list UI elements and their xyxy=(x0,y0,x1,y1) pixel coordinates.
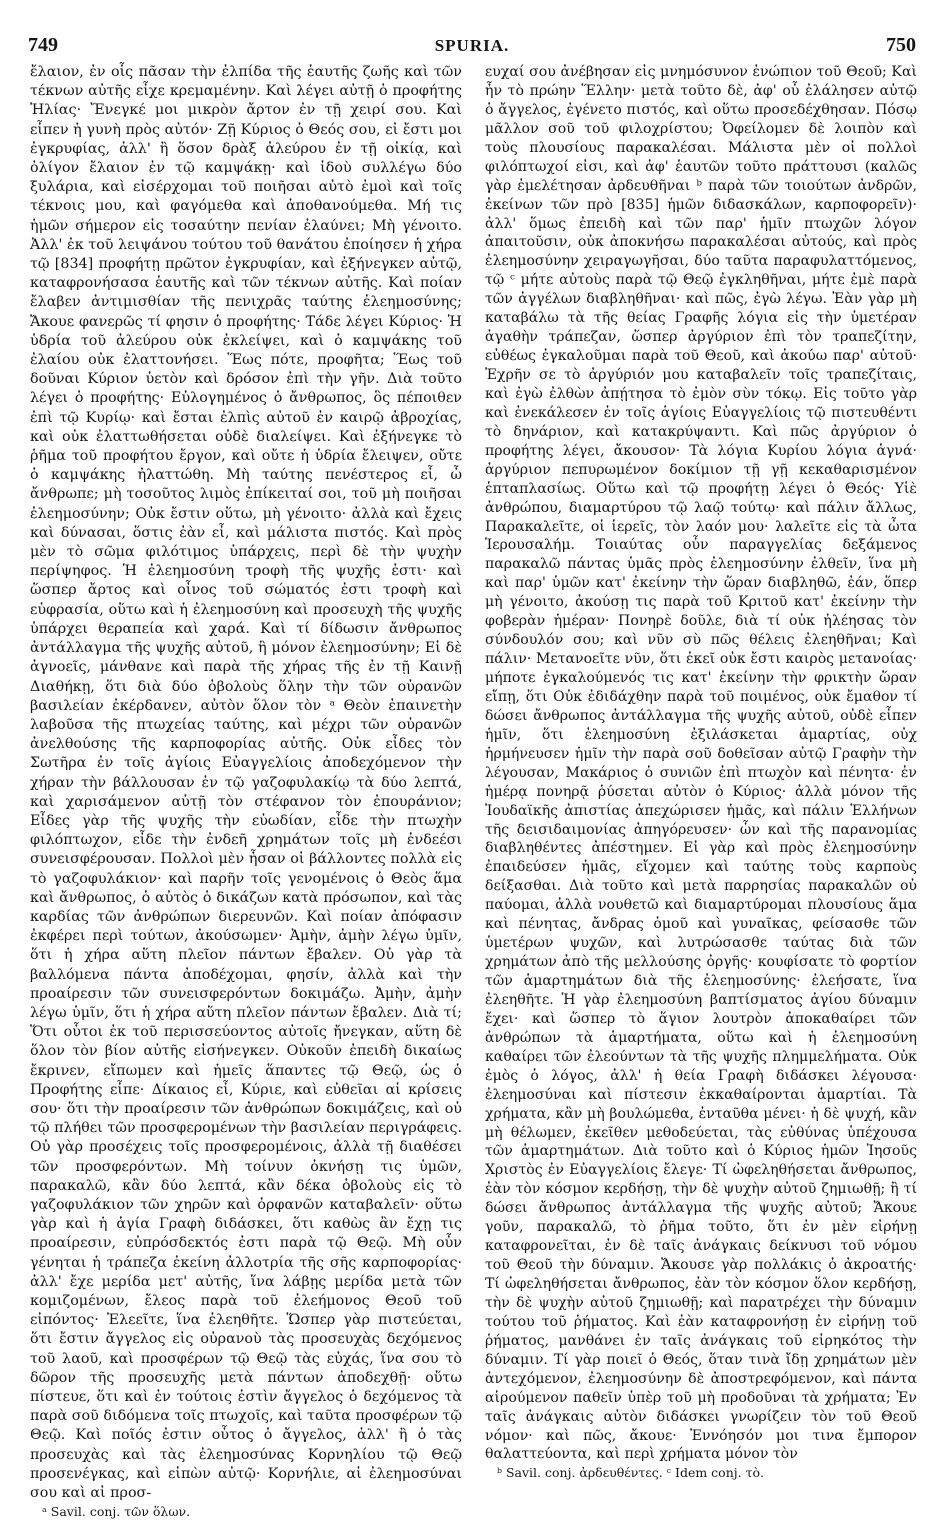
page-header xyxy=(28,34,916,62)
page-number-right: 750 xyxy=(886,34,916,56)
left-column xyxy=(30,63,462,1520)
right-column-text: ευχαί σου ἀνέβησαν εἰς μνημόσυνον ἐνώπιον τοῦ Θεοῦ; Καὶ ἦν τὸ πρώην Ἕλλην· μετὰ τοῦτο δὲ, ἀφ' οὗ ἐλάλησεν αὐτῷ ὁ ἄγγελος, ἐγένετο πιστός, καὶ οὕτω προσεδέχθησαν. Πόσῳ μᾶλλον σοῦ τοῦ φιλοχρίστου; Ὀφείλομεν δὲ λοιπὸν καὶ τοὺς πλουσίους παρακαλέσαι. Μάλιστα μὲν οἱ πολλοὶ φιλόπτωχοί εἰσι, καὶ ἀφ' ἑαυτῶν τοῦτο πράττουσι (καλῶς γὰρ ἐμελέτησαν ἀρδευθῆναι ᵇ παρὰ τῶν τοιούτων ἀνδρῶν, ἐκείνων τῶν πρὸ [835] ἡμῶν διδασκάλων, καρποφορεῖν)· ἀλλ' ὅμως ἐπειδὴ καὶ τῶν παρ' ἡμῖν πτωχῶν λόγον ἀπαιτοῦσιν, οὐκ ἀποκνήσω παρακαλέσαι αὐτούς, καὶ πρὸς ἐλεημοσύνην χειραγωγῆσαι, δύο ταῦτα παραφυλαττόμενος, τῷ ᶜ μήτε αὐτοὺς παρὰ τῷ Θεῷ ἐγκληθῆναι, μήτε ἐμὲ παρὰ τῶν ἀγγέλων διαβληθῆναι· καὶ πῶς, ἐγὼ λέγω. Ἐὰν γὰρ μὴ καταβάλω τὰ τῆς θείας Γραφῆς λόγια εἰς τὴν ὑμετέραν ἀγαθὴν τράπεζαν, ὥσπερ ἀργύριον ἐπὶ τὸν τραπεζίτην, εὐθέως ἐγκαλοῦμαι παρὰ τοῦ Θεοῦ, καὶ ἀκούω παρ' αὐτοῦ· Ἐχρῆν σε τὸ ἀργύριόν μου καταβαλεῖν τοῖς τραπεζίταις, καὶ ἐγὼ ἐλθὼν ἀπῄτησα τὸ ἐμὸν σὺν τόκῳ. Εἰς τοῦτο γὰρ καὶ ἐνεκάλεσεν ἐν τοῖς ἁγίοις Εὐαγγελίοις τῷ πιστευθέντι τὸ δηνάριον, καὶ κατακρύψαντι. Καὶ πῶς ἀργύριον ὁ προφήτης λέγει, ἄκουσον· Τὰ λόγια Κυρίου λόγια ἁγνά· ἀργύριον πεπυρωμένον δοκίμιον τῇ γῇ κεκαθαρισμένον ἑπταπλασίως. Οὕτω καὶ τῷ προφήτῃ λέγει ὁ Θεός· Υἱὲ ἀνθρώπου, διαμαρτύρου τῷ λαῷ τούτῳ· καὶ πάλιν ἄλλως, Παρακαλεῖτε, οἱ ἱερεῖς, τὸν λαόν μου· λαλεῖτε εἰς τὰ ὦτα Ἱερουσαλήμ. Τοιαύτας οὖν παραγγελίας δεξάμενος παρακαλῶ πάντας ὑμᾶς πρὸς ἐλεημοσύνην ἐλθεῖν, ἵνα μὴ καὶ παρ' ὑμῶν κατ' ἐκείνην τὴν ὥραν διαβληθῶ, ἐάν, ὅπερ μὴ γένοιτο, ἀκούσῃ τις παρὰ τοῦ Κριτοῦ κατ' ἐκείνην τὴν φοβερὰν ἡμέραν· Πονηρὲ δοῦλε, διὰ τί οὐκ ἠλέησας τὸν σύνδουλόν σου; καὶ νῦν σὺ πῶς θέλεις ἐλεηθῆναι; Καὶ πάλιν· Μετανοεῖτε νῦν, ὅτι ἐκεῖ οὐκ ἔστι καιρὸς μετανοίας· μήποτε ἐγκαλούμενός τις κατ' ἐκείνην τὴν φρικτὴν ὥραν εἴπῃ, ὅτι Οὐκ ἐδιδάχθην παρὰ τοῦ ποιμένος, οὐκ ἔμαθον τί δώσει ἄνθρωπος ἀντάλλαγμα τῆς ψυχῆς αὐτοῦ, οὐδὲ εἶπεν ἡμῖν, ὅτι ἐλεημοσύνη ἐξιλάσκεται ἁμαρτίας, οὐχ ἡρμήνευσεν ἡμῖν τὴν παρὰ σοῦ δοθεῖσαν αὐτῷ Γραφὴν τὴν λέγουσαν, Μακάριος ὁ συνιῶν ἐπὶ πτωχὸν καὶ πένητα· ἐν ἡμέρᾳ πονηρᾷ ῥύσεται αὐτὸν ὁ Κύριος· ἀλλὰ μόνον τῆς Ἰουδαϊκῆς ἀπιστίας ἀπεχώρισεν ἡμᾶς, καὶ πάλιν Ἑλλήνων τῆς δεισιδαιμονίας ἀπηγόρευσεν· ὧν καὶ τῆς παρανομίας διαβληθέντες ἀπέστημεν. Εἰ γὰρ καὶ πρὸς ἐλεημοσύνην ἐπαιδεύσεν ἡμᾶς, εἴχομεν καὶ ταύτης τοὺς καρποὺς δείξασθαι. Διὰ τοῦτο καὶ μετὰ παρρησίας παρακαλῶν οὐ παύομαι, ἀλλὰ νουθετῶ καὶ διαμαρτύρομαι πλουσίους ἅμα καὶ πένητας, ἄνδρας ὁμοῦ καὶ γυναῖκας, φείσασθε τῶν ὑμετέρων ψυχῶν, καὶ λυτρώσασθε ταύτας διὰ τῶν χρημάτων ἀπὸ τῆς μελλούσης ὀργῆς· κουφίσατε τὸ φορτίον τῶν ἁμαρτημάτων διὰ τῆς ἐλεημοσύνης· ἐλεήσατε, ἵνα ἐλεηθῆτε. Ἡ γὰρ ἐλεημοσύνη βαπτίσματος ἁγίου δύναμιν ἔχει· καὶ ὥσπερ τὸ ἅγιον λουτρὸν ἀποκαθαίρει τῶν ἀνθρώπων τὰ ἁμαρτήματα, οὕτω καὶ ἡ ἐλεημοσύνη καθαίρει τῶν ἐλεούντων τὰ τῆς ψυχῆς πλημμελήματα. Οὐκ ἐμὸς ὁ λόγος, ἀλλ' ἡ θεία Γραφὴ διδάσκει λέγουσα· ἐλεημοσύναι καὶ πίστεσιν ἐκκαθαίρονται ἁμαρτίαι. Τὰ χρήματα, κἂν μὴ βουλώμεθα, ἐνταῦθα μένει· ἡ δὲ ψυχή, κἂν μὴ θέλωμεν, ἐκεῖθεν μεθοδεύεται, τὰς εὐθύνας ὑπέχουσα τῶν ἁμαρτημάτων. Διὰ τοῦτο καὶ ὁ Κύριος ἡμῶν Ἰησοῦς Χριστὸς ἐν Εὐαγγελίοις ἔλεγε· Τί ὠφεληθήσεται ἄνθρωπος, ἐὰν τὸν κόσμον κερδήσῃ, τὴν δὲ ψυχὴν αὐτοῦ ζημιωθῇ; ἢ τί δώσει ἄνθρωπος ἀντάλλαγμα τῆς ψυχῆς αὐτοῦ; Ἄκουε γοῦν, παρακαλῶ, τὸ ῥῆμα τοῦτο, ὅτι ἐν μὲν εἰρήνῃ καταφρονεῖται, ἐν δὲ ταῖς ἀνάγκαις δείκνυσι τοῦ νόμου τοῦ Θεοῦ τὴν δύναμιν. Ἄκουσε γὰρ πολλάκις ὁ ἀκροατής· Τί ὠφεληθήσεται ἄνθρωπος, ἐὰν τὸν κόσμον ὅλον κερδήσῃ, τὴν δὲ ψυχὴν αὐτοῦ ζημιωθῇ; καὶ παρατρέχει τὴν δύναμιν τούτου τοῦ ῥήματος. Καὶ ἐὰν καταφρονήσῃ ἐν εἰρήνῃ τοῦ ῥήματος, μανθάνει ἐν ταῖς ἀνάγκαις τοῦ εἰρηκότος τὴν δύναμιν. Τί γὰρ ποιεῖ ὁ Θεός, ὅταν τινὰ ἴδῃ χρημάτων μὲν ἀντεχόμενον, ἐλεημοσύνην δὲ ἀποστρεφόμενον, καὶ πάντα αἱρούμενον παθεῖν ὑπὲρ τοῦ μὴ προδοῦναι τὰ χρήματα; Ἐν ταῖς ἀνάγκαις αὐτὸν διδάσκει γνωρίζειν τὸν τοῦ Θεοῦ νόμον· καὶ πῶς, ἄκουε· Ἐννόησόν μοι τινα ἔμπορον θαλαττεύοντα, καὶ περὶ χρήματα μόνον τὸν xyxy=(485,64,917,1463)
left-footnote: ᵃ Savil. conj. τῶν ὅλων. xyxy=(42,1504,191,1520)
running-head: SPURIA. xyxy=(434,36,510,55)
right-footnote: ᵇ Savil. conj. ἀρδευθέντες. ᶜ Idem conj. τὸ. xyxy=(497,1465,764,1481)
right-column xyxy=(485,63,917,1481)
page-number-left: 749 xyxy=(28,34,58,56)
left-column-text: ἔλαιον, ἐν οἷς πᾶσαν τὴν ἐλπίδα τῆς ἑαυτῆς ζωῆς καὶ τῶν τέκνων αὐτῆς εἶχε κρεμαμένην. Καὶ λέγει αὐτῇ ὁ προφήτης Ἠλίας· Ἔνεγκέ μοι μικρὸν ἄρτον ἐν τῇ χειρί σου. Καὶ εἶπεν ἡ γυνὴ πρὸς αὐτόν· Ζῇ Κύριος ὁ Θεός σου, εἰ ἔστι μοι ἐγκρυφίας, ἀλλ' ἢ ὅσον δρὰξ ἀλεύρου ἐν τῇ οἰκίᾳ, καὶ ὀλίγον ἔλαιον ἐν τῷ καμψάκῃ· καὶ ἰδοὺ συλλέγω δύο ξυλάρια, καὶ εἰσέρχομαι τοῦ ποιῆσαι αὐτὸ ἐμοὶ καὶ τοῖς τέκνοις μου, καὶ φαγόμεθα καὶ ἀποθανούμεθα. Μή τις ἡμῶν σήμερον εἰς τοσαύτην πενίαν ἐλαύνει; Μὴ γένοιτο. Ἀλλ' ἐκ τοῦ λειψάνου τούτου τοῦ θανάτου ἐποίησεν ἡ χήρα τῷ [834] προφήτῃ πρῶτον ἐγκρυφίαν, καὶ ἐξήνεγκεν αὐτῷ, καταφρονήσασα ἑαυτῆς καὶ τῶν τέκνων αὐτῆς. Καὶ ποίαν ἔλαβεν ἀντιμισθίαν τῆς πενιχρᾶς ταύτης ἐλεημοσύνης; Ἄκουε φανερῶς τί φησιν ὁ προφήτης· Τάδε λέγει Κύριος· Ἡ ὑδρία τοῦ ἀλεύρου οὐκ ἐκλείψει, καὶ ὁ καμψάκης τοῦ ἐλαίου οὐκ ἐλαττονήσει. Ἕως πότε, προφῆτα; Ἕως τοῦ δοῦναι Κύριον ὑετὸν καὶ δρόσον ἐπὶ τὴν γῆν. Διὰ τοῦτο λέγει ὁ προφήτης· Εὐλογημένος ὁ ἄνθρωπος, ὃς πέποιθεν ἐπὶ τῷ Κυρίῳ· καὶ ἔσται ἐλπὶς αὐτοῦ ἐν καιρῷ ἀβροχίας, καὶ οὐκ ἐλαττωθήσεται οὐδὲ διαλείψει. Καὶ ἐξήνεγκε τὸ ῥῆμα τοῦ προφήτου ἔργον, καὶ οὔτε ἡ ὑδρία ἔλειψεν, οὔτε ὁ καμψάκης ἠλαττώθη. Μὴ ταύτης πενέστερος εἶ, ὦ ἄνθρωπε; μὴ τοσοῦτος λιμὸς ἐπίκειταί σοι, τοῦ μὴ ποιῆσαι ἐλεημοσύνην; Οὐκ ἔστιν οὕτω, μὴ γένοιτο· ἀλλὰ καὶ ἔχεις καὶ δύνασαι, ὅστις ἐὰν εἶ, καὶ μάλιστα πιστός. Καὶ πρὸς μὲν τὸ σῶμα φιλότιμος ὑπάρχεις, περὶ δὲ τὴν ψυχὴν περίψηφος. Ἡ ἐλεημοσύνη τροφὴ τῆς ψυχῆς ἐστι· καὶ ὥσπερ ἄρτος καὶ οἶνος τοῦ σώματός ἐστι τροφὴ καὶ εὐφρασία, οὕτω καὶ ἡ ἐλεημοσύνη καὶ προσευχὴ τῆς ψυχῆς ὑπάρχει θεραπεία καὶ χαρά. Καὶ τί δίδωσιν ἄνθρωπος ἀντάλλαγμα τῆς ψυχῆς αὐτοῦ, ἢ μόνον ἐλεημοσύνην; Εἰ δὲ ἀγνοεῖς, μάνθανε καὶ παρὰ τῆς χήρας τῆς ἐν τῇ Καινῇ Διαθήκῃ, ὅτι διὰ δύο ὀβολοὺς ὅλην τὴν τῶν οὐρανῶν βασιλείαν ἐκέρδανεν, αὐτὸν ὅλον τὸν ᵃ Θεὸν ἐπαινετὴν λαβοῦσα τῆς πτωχείας ταύτης, καὶ μέχρι τῶν οὐρανῶν ἀνελθούσης τῆς καρποφορίας αὐτῆς. Οὐκ εἶδες τὸν Σωτῆρα ἐν τοῖς ἁγίοις Εὐαγγελίοις ἀποδεχόμενον τὴν χήραν τὴν βάλλουσαν ἐν τῷ γαζοφυλακίῳ τὰ δύο λεπτά, καὶ χαρισάμενον αὐτῇ τὸν στέφανον τὸν ἐπουράνιον; Εἶδες γὰρ τῆς ψυχῆς τὴν εὐωδίαν, εἶδε τὴν πτωχὴν φιλόπτωχον, εἶδε τὴν ἐνδεῆ χρημάτων τοῖς μὴ ἐνδεέσι συνεισφέρουσαν. Πολλοὶ μὲν ἦσαν οἱ βάλλοντες πολλὰ εἰς τὸ γαζοφυλάκιον· καὶ παρῆν τοῖς γενομένοις ὁ Θεὸς ἅμα καὶ ἄνθρωπος, ὁ αὐτὸς ὁ δικάζων κατὰ πρόσωπον, καὶ τὰς καρδίας τῶν ἀνθρώπων διερευνῶν. Καὶ ποίαν ἀπόφασιν ἐκφέρει περὶ τούτων, ἀκούσωμεν· Ἀμὴν, ἀμὴν λέγω ὑμῖν, ὅτι ἡ χήρα αὕτη πλεῖον πάντων ἔβαλεν. Οὐ γὰρ τὰ βαλλόμενα πάντα ἀποδέχομαι, φησίν, ἀλλὰ καὶ τὴν προαίρεσιν τῶν συνεισφερόντων δοκιμάζω. Ἀμὴν, ἀμὴν λέγω ὑμῖν, ὅτι ἡ χήρα αὕτη πλεῖον πάντων ἔβαλεν. Διὰ τί; Ὅτι οὗτοι ἐκ τοῦ περισσεύοντος αὐτοῖς ἤνεγκαν, αὕτη δὲ ὅλον τὸν βίον αὐτῆς εἰσήνεγκεν. Οὐκοῦν ἐπειδὴ δικαίως ἔκρινεν, εἴπωμεν καὶ ἡμεῖς ἅπαντες τῷ Θεῷ, ὡς ὁ Προφήτης εἶπε· Δίκαιος εἶ, Κύριε, καὶ εὐθεῖαι αἱ κρίσεις σου· ὅτι τὴν προαίρεσιν τῶν ἀνθρώπων δοκιμάζεις, καὶ οὐ τῷ πλήθει τῶν προσφερομένων τὴν βασιλείαν περιγράφεις. Οὐ γὰρ προσέχεις τοῖς προσφερομένοις, ἀλλὰ τῇ διαθέσει τῶν προσφερόντων. Μὴ τοίνυν ὀκνήσῃ τις ὑμῶν, παρακαλῶ, κἂν δύο λεπτά, κἂν δέκα ὀβολοὺς εἰς τὸ γαζοφυλάκιον τῶν χηρῶν καὶ ὀρφανῶν καταβαλεῖν· οὕτω γὰρ καὶ ἡ ἁγία Γραφὴ διδάσκει, ὅτι καθὼς ἂν ἔχῃ τις προαίρεσιν, εὐπρόσδεκτός ἐστι παρὰ τῷ Θεῷ. Μὴ οὖν γένηται ἡ τράπεζα ἐκείνη ἀλλοτρία τῆς σῆς καρποφορίας· ἀλλ' ἔχε μερίδα μετ' αὐτῆς, ἵνα λάβῃς μερίδα μετὰ τῶν κομιζομένων, ἔλεος παρὰ τοῦ ἐλεήμονος Θεοῦ τοῦ εἰπόντος· Ἐλεεῖτε, ἵνα ἐλεηθῆτε. Ὥσπερ γὰρ πιστεύεται, ὅτι ἔστιν ἄγγελος εἰς οὐρανοὺ τὰς προσευχὰς δεχόμενος τοῦ λαοῦ, καὶ προσφέρων τῷ Θεῷ τὰς εὐχάς, ἵνα σου τὸ δῶρον τῆς προσευχῆς μετὰ πάντων ἀποδεχθῇ· οὕτω πίστευε, ὅτι καὶ ἐν τούτοις ἐστὶν ἄγγελος ὁ δεχόμενος τὰ παρὰ σοῦ διδόμενα τοῖς πτωχοῖς, καὶ ταῦτα προσφέρων τῷ Θεῷ. Καὶ ποῖός ἐστιν οὗτος ὁ ἄγγελος, ἀλλ' ἢ ὁ τὰς προσευχὰς καὶ τὰς ἐλεημοσύνας Κορνηλίου τῷ Θεῷ προσενέγκας, καὶ εἰπὼν αὐτῷ· Κορνήλιε, αἱ ἐλεημοσύναι σου καὶ αἱ προσ- xyxy=(30,64,462,1502)
